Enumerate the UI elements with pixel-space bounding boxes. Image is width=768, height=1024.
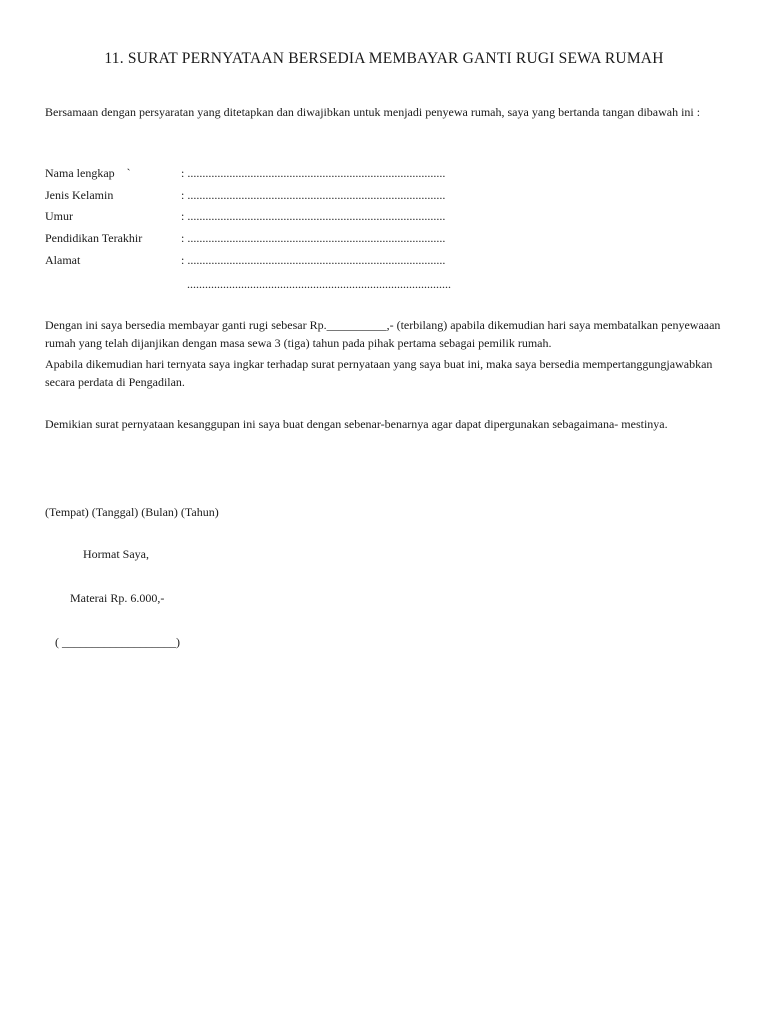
- intro-paragraph: Bersamaan dengan persyaratan yang ditetapkan dan diwajibkan untuk menjadi penyewa rumah, saya yang bertanda tangan dibawah ini :: [45, 105, 701, 119]
- field-blank: : ......................................................................................: [181, 231, 446, 245]
- field-label: Nama lengkap `: [45, 166, 131, 180]
- regards-text: Hormat Saya,: [83, 547, 149, 561]
- closing-paragraph: Demikian surat pernyataan kesanggupan ini saya buat dengan sebenar-benarnya agar dapat dipergunakan sebagaimana- mestinya.: [45, 417, 668, 431]
- compensation-paragraph: Dengan ini saya bersedia membayar ganti rugi sebesar Rp.__________,- (terbilang) apabila dikemudian hari saya membatalkan penyewaaan rumah yang telah dijanjikan dengan masa sewa 3 (tiga) tahun pada pihak pertama sebagai pemilik rumah.: [45, 318, 721, 350]
- field-blank: : ......................................................................................: [181, 253, 446, 267]
- field-label: Umur: [45, 209, 73, 223]
- document-title: 11. SURAT PERNYATAAN BERSEDIA MEMBAYAR GANTI RUGI SEWA RUMAH: [104, 50, 664, 67]
- stamp-duty-text: Materai Rp. 6.000,-: [70, 591, 165, 605]
- field-blank: : ......................................................................................: [181, 209, 446, 223]
- field-label: Alamat: [45, 253, 81, 267]
- field-label: Jenis Kelamin: [45, 188, 114, 202]
- liability-paragraph: Apabila dikemudian hari ternyata saya ingkar terhadap surat pernyataan yang saya buat ini, maka saya bersedia mempertanggungjawabkan secara perdata di Pengadilan.: [45, 357, 713, 389]
- place-date-line: (Tempat) (Tanggal) (Bulan) (Tahun): [45, 505, 219, 519]
- address-continuation-line: ........................................................................................: [187, 277, 451, 291]
- field-label: Pendidikan Terakhir: [45, 231, 143, 245]
- field-blank: : ......................................................................................: [181, 166, 446, 180]
- field-blank: : ......................................................................................: [181, 188, 446, 202]
- signature-line: ( ___________________): [55, 635, 180, 649]
